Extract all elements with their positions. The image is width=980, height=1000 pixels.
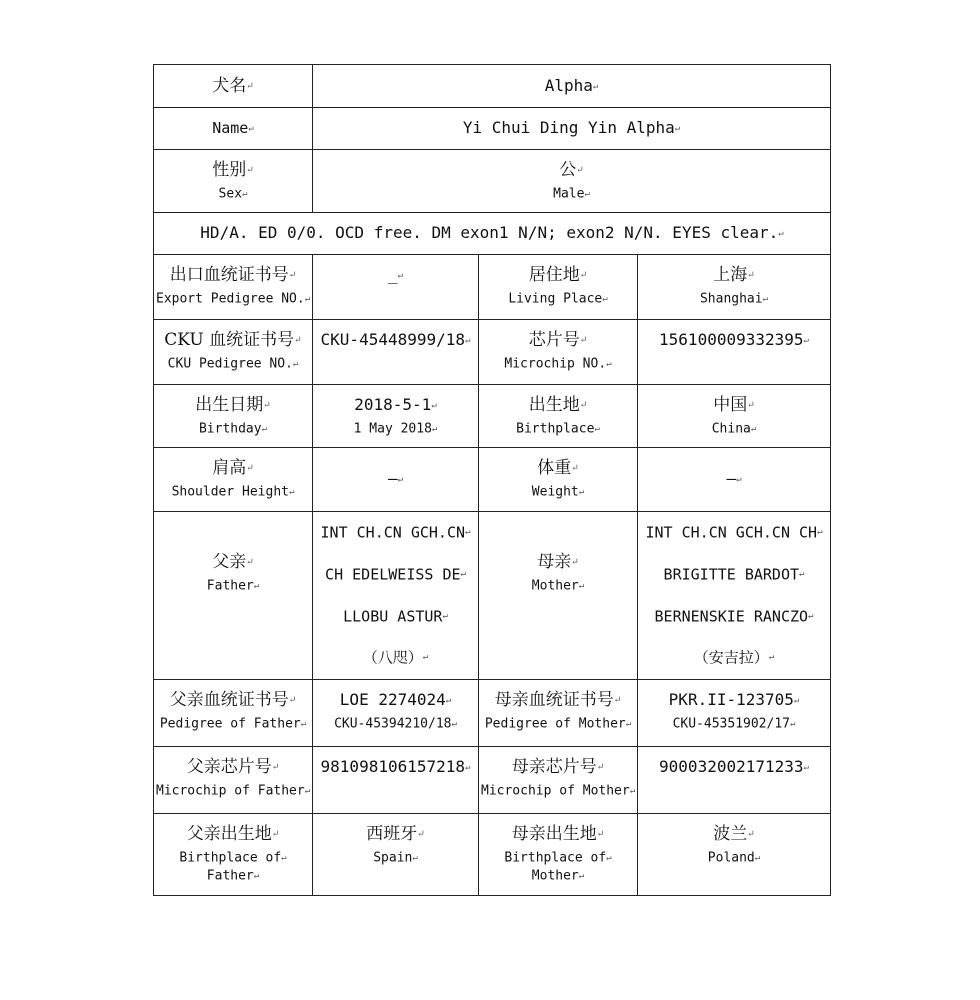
row-health xyxy=(154,213,831,255)
paragraph-mark-icon: ↵ xyxy=(808,610,814,621)
health-cell xyxy=(154,213,831,255)
label-living-place-zh: 居住地↵ xyxy=(528,265,588,285)
label-cell xyxy=(479,385,638,448)
paragraph-mark-icon: ↵ xyxy=(803,335,809,346)
paragraph-mark-icon: ↵ xyxy=(793,695,800,706)
paragraph-mark-icon: ↵ xyxy=(465,335,471,346)
paragraph-mark-icon: ↵ xyxy=(762,293,769,304)
paragraph-mark-icon: ↵ xyxy=(747,400,755,411)
label-mother-pedigree-en: Pedigree of Mother↵ xyxy=(484,716,632,731)
value-cku-pedigree: CKU-45448999/18↵ xyxy=(320,330,471,349)
label-mother-pedigree-zh: 母亲血统证书号↵ xyxy=(494,690,622,710)
value-sex-zh: 公↵ xyxy=(559,160,584,180)
paragraph-mark-icon: ↵ xyxy=(579,270,588,281)
value-mother-pedigree: PKR.II-123705↵ xyxy=(668,690,800,709)
label-sex-zh: 性别↵ xyxy=(212,160,254,180)
label-weight-zh: 体重↵ xyxy=(537,458,579,478)
paragraph-mark-icon: ↵ xyxy=(253,580,260,591)
paragraph-mark-icon: ↵ xyxy=(592,81,599,92)
mother-name-line: BERNENSKIE RANCZO↵ xyxy=(654,606,814,625)
label-microchip-en: Microchip NO.↵ xyxy=(504,356,612,371)
label-mother-microchip-zh: 母亲芯片号↵ xyxy=(511,757,605,777)
paragraph-mark-icon: ↵ xyxy=(625,718,632,729)
label-cell xyxy=(154,255,313,320)
label-shoulder-height-en: Shoulder Height↵ xyxy=(171,484,295,499)
father-name-line: LLOBU ASTUR↵ xyxy=(343,606,448,625)
value-father-pedigree: LOE 2274024↵ xyxy=(339,690,452,709)
value-cell xyxy=(313,385,479,448)
pedigree-table xyxy=(153,64,831,896)
value-mother-birthplace-zh: 波兰↵ xyxy=(713,824,755,844)
paragraph-mark-icon: ↵ xyxy=(613,695,622,706)
paragraph-mark-icon: ↵ xyxy=(248,123,254,134)
mother-name-line: BRIGITTE BARDOT↵ xyxy=(663,565,805,583)
label-father-microchip-en: Microchip of Father↵ xyxy=(156,783,311,798)
paragraph-mark-icon: ↵ xyxy=(422,652,429,663)
value-cell xyxy=(313,108,831,150)
paragraph-mark-icon: ↵ xyxy=(460,568,466,579)
paragraph-mark-icon: ↵ xyxy=(397,270,404,281)
label-mother-birthplace-en-2: Mother↵ xyxy=(531,868,585,884)
row-parent-birthplace xyxy=(154,814,831,896)
label-cell xyxy=(154,385,313,448)
label-cell xyxy=(154,680,313,747)
paragraph-mark-icon: ↵ xyxy=(304,785,311,796)
label-cell xyxy=(154,512,313,680)
value-father-birthplace-en: Spain↵ xyxy=(373,850,418,865)
value-sex-en: Male↵ xyxy=(553,186,590,201)
paragraph-mark-icon: ↵ xyxy=(736,474,742,485)
row-parent-microchip xyxy=(154,747,831,814)
paragraph-mark-icon: ↵ xyxy=(571,463,579,474)
paragraph-mark-icon: ↵ xyxy=(300,718,307,729)
label-birthday-en: Birthday↵ xyxy=(198,421,268,436)
value-export-pedigree: _↵ xyxy=(387,265,404,284)
value-cell xyxy=(638,680,831,747)
value-cell xyxy=(638,448,831,512)
label-cell xyxy=(479,448,638,512)
value-cell xyxy=(313,150,831,213)
paragraph-mark-icon: ↵ xyxy=(261,423,268,434)
label-mother-zh: 母亲↵ xyxy=(537,552,579,572)
mother-name-line: （安吉拉）↵ xyxy=(693,648,775,667)
value-cell xyxy=(638,255,831,320)
label-cell xyxy=(154,320,313,385)
paragraph-mark-icon: ↵ xyxy=(817,527,823,537)
paragraph-mark-icon: ↵ xyxy=(629,785,636,796)
label-sex-en: Sex↵ xyxy=(218,186,248,201)
paragraph-mark-icon: ↵ xyxy=(246,165,254,176)
value-cell xyxy=(313,814,479,896)
paragraph-mark-icon: ↵ xyxy=(246,557,254,568)
paragraph-mark-icon: ↵ xyxy=(803,762,809,773)
health-results: HD/A. ED 0/0. OCD free. DM exon1 N/N; exon2 N/N. EYES clear.↵ xyxy=(200,223,784,243)
value-living-place-zh: 上海↵ xyxy=(713,265,755,285)
paragraph-mark-icon: ↵ xyxy=(579,400,588,411)
label-cell xyxy=(154,65,313,108)
value-cell xyxy=(638,320,831,385)
paragraph-mark-icon: ↵ xyxy=(271,829,280,840)
value-cell xyxy=(638,747,831,814)
paragraph-mark-icon: ↵ xyxy=(778,228,784,239)
paragraph-mark-icon: ↵ xyxy=(304,293,311,304)
paragraph-mark-icon: ↵ xyxy=(288,486,295,497)
label-cell xyxy=(154,747,313,814)
row-birthday xyxy=(154,385,831,448)
paragraph-mark-icon: ↵ xyxy=(754,852,761,863)
value-father-microchip: 981098106157218↵ xyxy=(320,757,471,776)
paragraph-mark-icon: ↵ xyxy=(578,580,585,591)
paragraph-mark-icon: ↵ xyxy=(445,695,452,706)
label-birthplace-en: Birthplace↵ xyxy=(516,421,600,436)
label-microchip-zh: 芯片号↵ xyxy=(528,330,588,350)
paragraph-mark-icon: ↵ xyxy=(747,270,755,281)
paragraph-mark-icon: ↵ xyxy=(674,123,681,134)
label-export-pedigree-en: Export Pedigree NO.↵ xyxy=(156,291,311,306)
label-shoulder-height-zh: 肩高↵ xyxy=(212,458,254,478)
paragraph-mark-icon: ↵ xyxy=(263,400,271,411)
paragraph-mark-icon: ↵ xyxy=(246,463,254,474)
paragraph-mark-icon: ↵ xyxy=(294,335,302,346)
label-cell xyxy=(154,814,313,896)
value-birthplace-zh: 中国↵ xyxy=(713,395,755,415)
value-cell xyxy=(313,255,479,320)
value-birthplace-en: China↵ xyxy=(711,421,757,436)
value-mother-microchip: 900032002171233↵ xyxy=(659,757,809,776)
label-weight-en: Weight↵ xyxy=(531,484,585,499)
value-cell xyxy=(313,680,479,747)
paragraph-mark-icon: ↵ xyxy=(799,568,805,579)
label-father-pedigree-zh: 父亲血统证书号↵ xyxy=(169,690,297,710)
paragraph-mark-icon: ↵ xyxy=(288,695,297,706)
label-father-zh: 父亲↵ xyxy=(212,552,254,572)
paragraph-mark-icon: ↵ xyxy=(253,871,260,881)
value-cell xyxy=(638,814,831,896)
label-father-pedigree-en: Pedigree of Father↵ xyxy=(159,716,307,731)
paragraph-mark-icon: ↵ xyxy=(412,852,418,863)
row-shoulder-height xyxy=(154,448,831,512)
value-father-birthplace-zh: 西班牙↵ xyxy=(366,824,425,844)
label-export-pedigree-zh: 出口血统证书号↵ xyxy=(169,265,297,285)
value-name-en: Yi Chui Ding Yin Alpha↵ xyxy=(462,118,681,138)
value-weight: —↵ xyxy=(726,469,742,489)
label-mother-microchip-en: Microchip of Mother↵ xyxy=(481,783,636,798)
paragraph-mark-icon: ↵ xyxy=(789,718,796,729)
paragraph-mark-icon: ↵ xyxy=(271,762,280,773)
paragraph-mark-icon: ↵ xyxy=(594,423,600,434)
paragraph-mark-icon: ↵ xyxy=(576,165,584,176)
label-cell xyxy=(479,255,638,320)
label-cku-pedigree-zh: CKU 血统证书号↵ xyxy=(164,330,302,350)
value-living-place-en: Shanghai↵ xyxy=(699,291,769,306)
label-cell xyxy=(154,448,313,512)
paragraph-mark-icon: ↵ xyxy=(596,762,605,773)
label-father-birthplace-zh: 父亲出生地↵ xyxy=(186,824,280,844)
paragraph-mark-icon: ↵ xyxy=(465,527,471,537)
value-cell xyxy=(313,747,479,814)
label-mother-birthplace-zh: 母亲出生地↵ xyxy=(511,824,605,844)
label-father-microchip-zh: 父亲芯片号↵ xyxy=(186,757,280,777)
value-birthday-zh: 2018-5-1↵ xyxy=(354,395,437,414)
paragraph-mark-icon: ↵ xyxy=(579,335,588,346)
paragraph-mark-icon: ↵ xyxy=(465,762,471,773)
paragraph-mark-icon: ↵ xyxy=(246,81,254,92)
row-export-pedigree xyxy=(154,255,831,320)
mother-name-line: INT CH.CN GCH.CN CH↵ xyxy=(645,523,823,542)
paragraph-mark-icon: ↵ xyxy=(768,652,775,663)
paragraph-mark-icon: ↵ xyxy=(606,358,612,369)
label-father-en: Father↵ xyxy=(206,578,260,593)
label-birthday-zh: 出生日期↵ xyxy=(195,395,271,415)
label-cell xyxy=(479,814,638,896)
value-father-pedigree-cku: CKU-45394210/18↵ xyxy=(334,716,457,731)
paragraph-mark-icon: ↵ xyxy=(596,829,605,840)
label-cell xyxy=(154,108,313,150)
father-name-line: CH EDELWEISS DE↵ xyxy=(325,565,466,583)
label-dog-name-zh: 犬名↵ xyxy=(212,75,254,96)
row-sex xyxy=(154,150,831,213)
row-parents xyxy=(154,512,831,680)
label-father-birthplace-en-1: Birthplace of↵ xyxy=(179,850,287,865)
row-cku-pedigree xyxy=(154,320,831,385)
paragraph-mark-icon: ↵ xyxy=(281,852,287,863)
paragraph-mark-icon: ↵ xyxy=(578,486,585,497)
label-name-en: Name↵ xyxy=(212,119,254,138)
value-microchip: 156100009332395↵ xyxy=(659,330,809,349)
value-mother-pedigree-cku: CKU-45351902/17↵ xyxy=(672,716,796,731)
value-mother-birthplace-en: Poland↵ xyxy=(707,850,761,865)
label-mother-birthplace-en-1: Birthplace of↵ xyxy=(504,850,612,865)
value-cell xyxy=(638,385,831,448)
label-birthplace-zh: 出生地↵ xyxy=(528,395,588,415)
label-cell xyxy=(479,747,638,814)
father-name-line: （八咫）↵ xyxy=(362,648,429,667)
label-cell xyxy=(479,320,638,385)
paragraph-mark-icon: ↵ xyxy=(242,188,248,199)
label-cku-pedigree-en: CKU Pedigree NO.↵ xyxy=(167,356,299,371)
value-birthday-en: 1 May 2018↵ xyxy=(353,421,438,436)
label-cell xyxy=(479,680,638,747)
paragraph-mark-icon: ↵ xyxy=(602,293,608,304)
label-living-place-en: Living Place↵ xyxy=(508,291,608,306)
paragraph-mark-icon: ↵ xyxy=(431,423,438,434)
value-dog-name: Alpha↵ xyxy=(544,75,599,95)
row-name xyxy=(154,108,831,150)
paragraph-mark-icon: ↵ xyxy=(747,829,755,840)
paragraph-mark-icon: ↵ xyxy=(397,474,404,485)
paragraph-mark-icon: ↵ xyxy=(431,400,437,411)
row-parent-pedigree xyxy=(154,680,831,747)
paragraph-mark-icon: ↵ xyxy=(606,852,612,863)
label-cell xyxy=(479,512,638,680)
row-dog-name xyxy=(154,65,831,108)
father-name-line: INT CH.CN GCH.CN↵ xyxy=(320,523,471,542)
label-mother-en: Mother↵ xyxy=(531,578,585,593)
value-cell xyxy=(313,512,479,680)
value-cell xyxy=(313,448,479,512)
paragraph-mark-icon: ↵ xyxy=(571,557,579,568)
value-cell xyxy=(313,320,479,385)
label-father-birthplace-en-2: Father↵ xyxy=(206,868,260,884)
paragraph-mark-icon: ↵ xyxy=(417,829,425,840)
value-cell xyxy=(638,512,831,680)
paragraph-mark-icon: ↵ xyxy=(750,423,757,434)
paragraph-mark-icon: ↵ xyxy=(292,358,299,369)
paragraph-mark-icon: ↵ xyxy=(451,718,457,729)
label-cell xyxy=(154,150,313,213)
paragraph-mark-icon: ↵ xyxy=(584,188,590,199)
paragraph-mark-icon: ↵ xyxy=(578,871,585,881)
value-shoulder-height: —↵ xyxy=(387,469,404,489)
value-cell xyxy=(313,65,831,108)
paragraph-mark-icon: ↵ xyxy=(288,270,297,281)
paragraph-mark-icon: ↵ xyxy=(442,610,448,621)
